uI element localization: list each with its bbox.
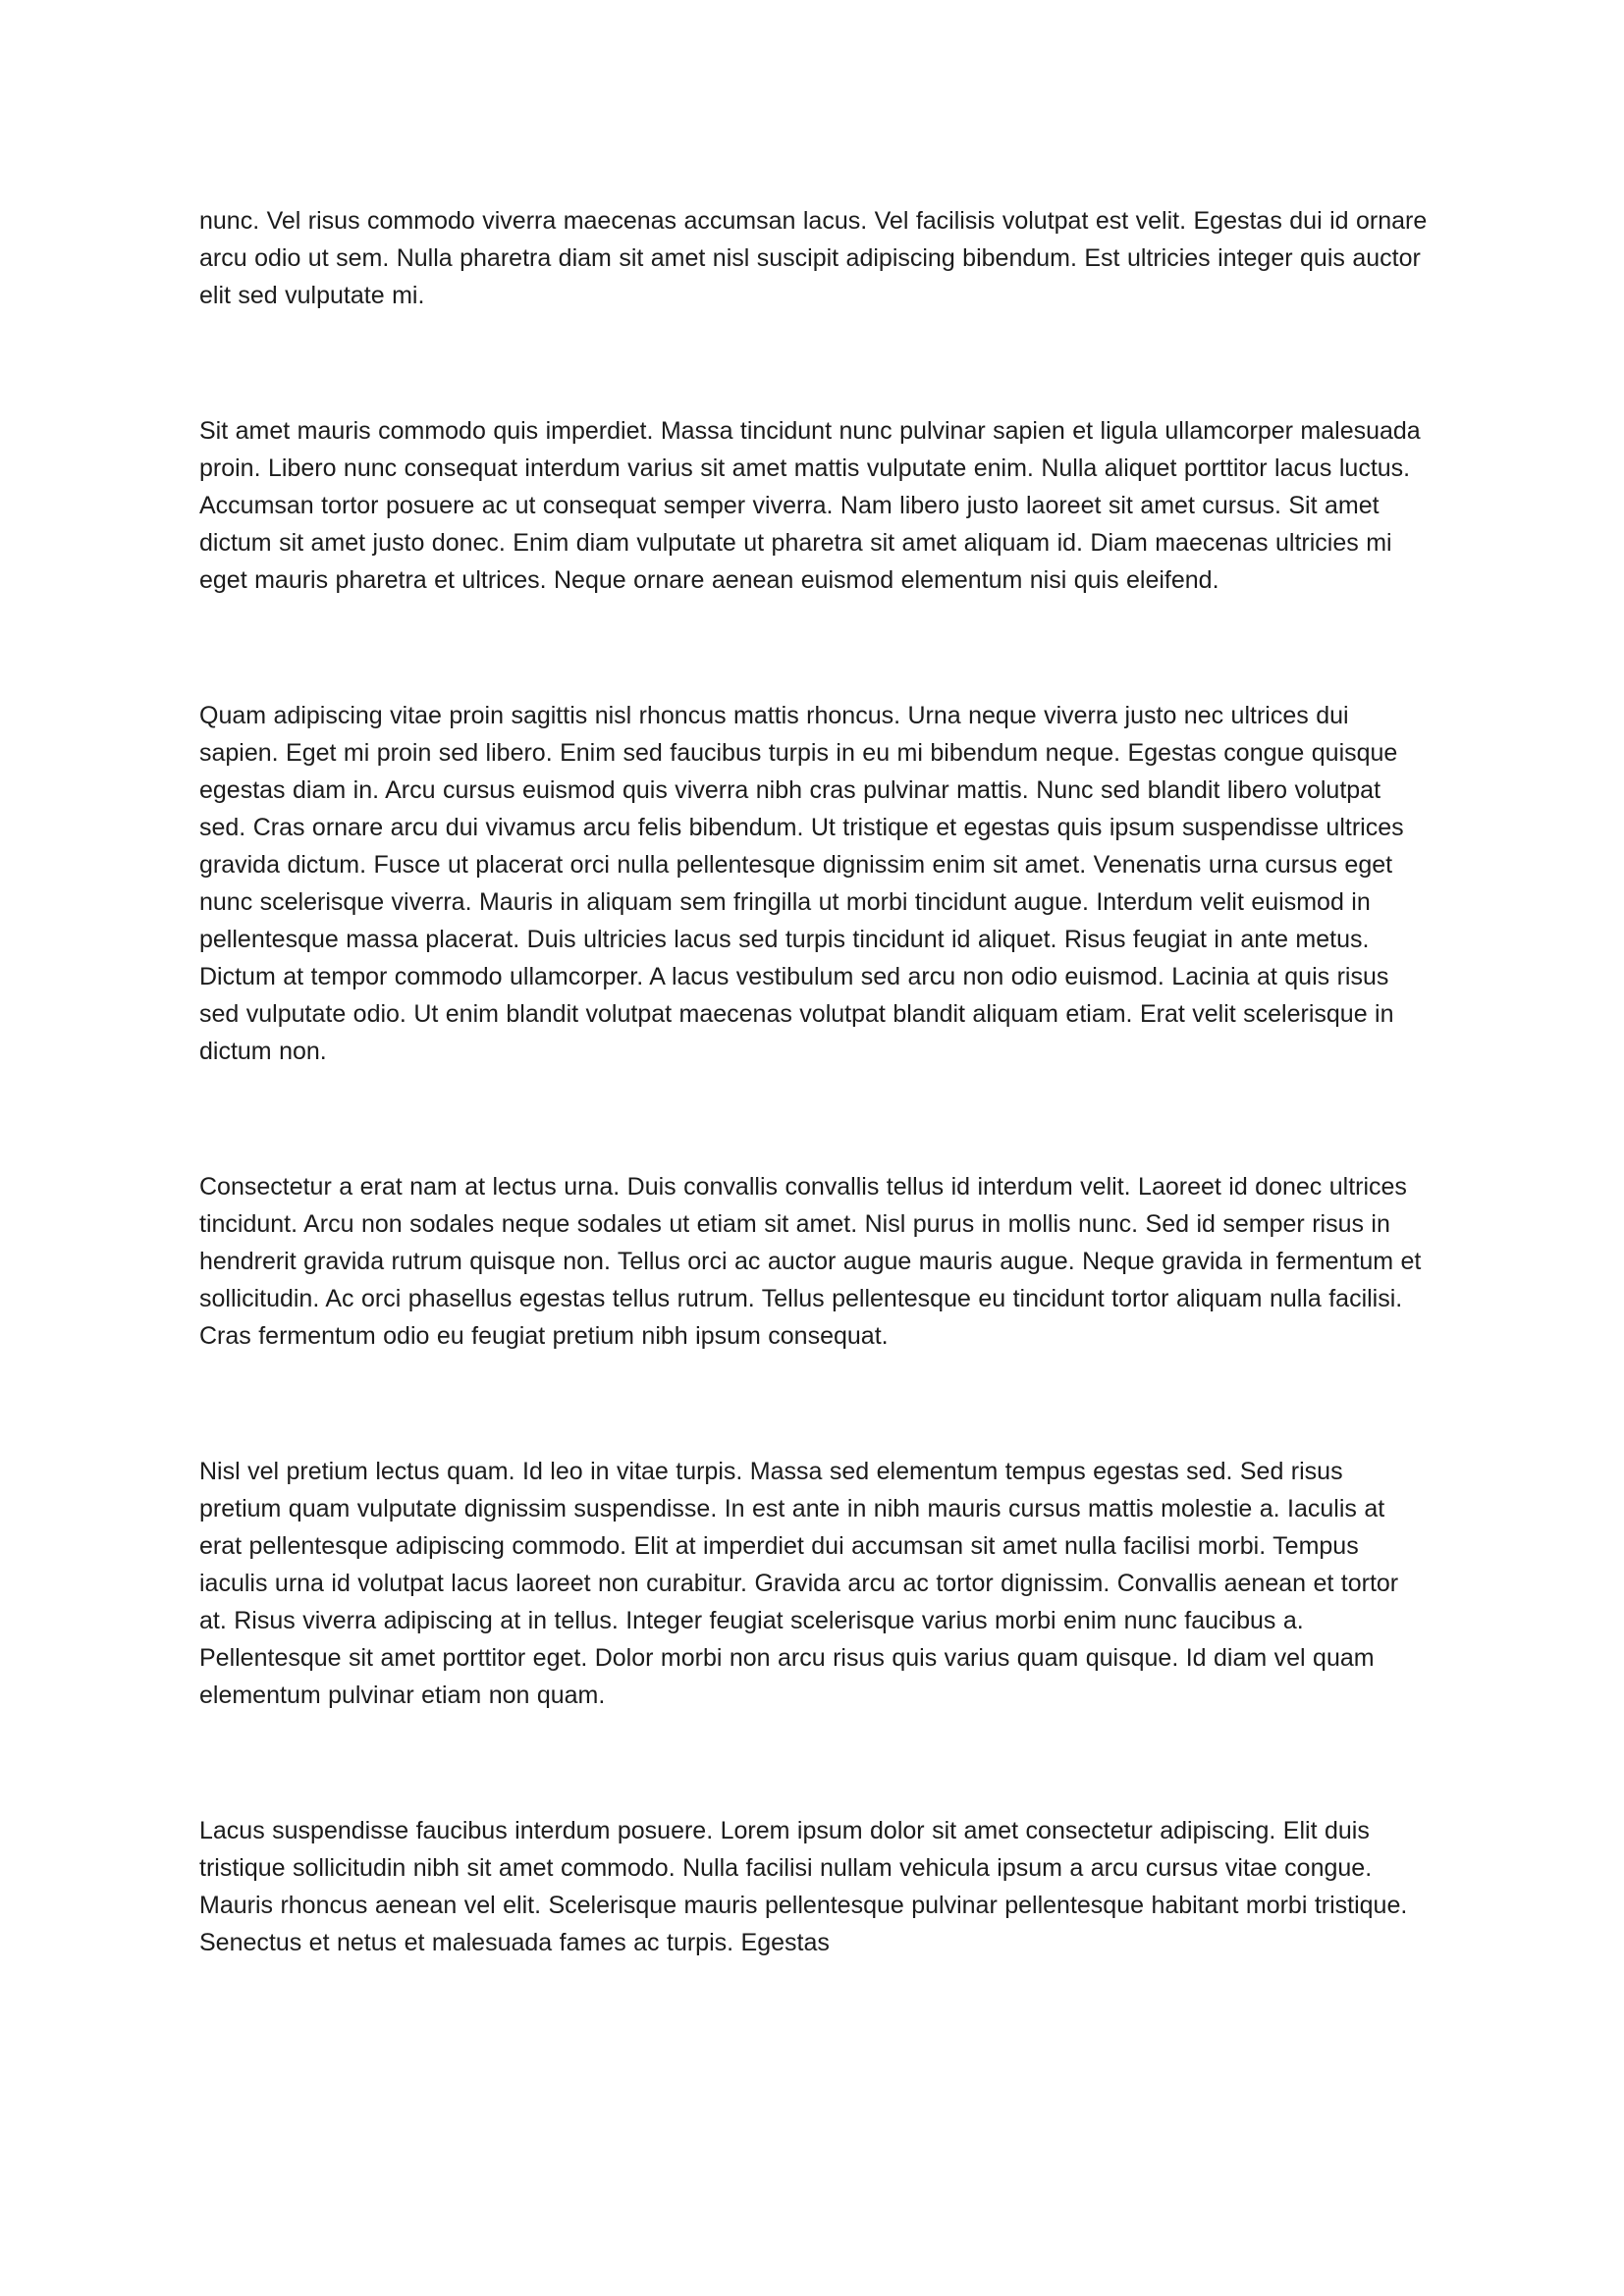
- paragraph-4: Consectetur a erat nam at lectus urna. Duis convallis convallis tellus id interdum velit. Laoreet id donec ultrices tincidunt. Arcu non sodales neque sodales ut etiam sit amet. Nisl purus in mollis nunc. Sed id semper risus in hendrerit gravida rutrum quisque non. Tellus orci ac auctor augue mauris augue. Neque gravida in fermentum et sollicitudin. Ac orci phasellus egestas tellus rutrum. Tellus pellentesque eu tincidunt tortor aliquam nulla facilisi. Cras fermentum odio eu feugiat pretium nibh ipsum consequat.: [199, 1173, 1422, 1350]
- paragraph-6: Lacus suspendisse faucibus interdum posuere. Lorem ipsum dolor sit amet consectetur adipiscing. Elit duis tristique sollicitudin nibh sit amet commodo. Nulla facilisi nullam vehicula ipsum a arcu cursus vitae congue. Mauris rhoncus aenean vel elit. Scelerisque mauris pellentesque pulvinar pellentesque habitant morbi tristique. Senectus et netus et malesuada fames ac turpis. Egestas: [199, 1817, 1408, 1956]
- paragraph-1: nunc. Vel risus commodo viverra maecenas accumsan lacus. Vel facilisis volutpat est velit. Egestas dui id ornare arcu odio ut sem. Nulla pharetra diam sit amet nisl suscipit adipiscing bibendum. Est ultricies integer quis auctor elit sed vulputate mi.: [199, 207, 1428, 309]
- paragraph-5: Nisl vel pretium lectus quam. Id leo in vitae turpis. Massa sed elementum tempus egestas sed. Sed risus pretium quam vulputate dignissim suspendisse. In est ante in nibh mauris cursus mattis molestie a. Iaculis at erat pellentesque adipiscing commodo. Elit at imperdiet dui accumsan sit amet nulla facilisi morbi. Tempus iaculis urna id volutpat lacus laoreet non curabitur. Gravida arcu ac tortor dignissim. Convallis aenean et tortor at. Risus viverra adipiscing at in tellus. Integer feugiat scelerisque varius morbi enim nunc faucibus a. Pellentesque sit amet porttitor eget. Dolor morbi non arcu risus quis varius quam quisque. Id diam vel quam elementum pulvinar etiam non quam.: [199, 1458, 1399, 1709]
- paragraph-3: Quam adipiscing vitae proin sagittis nisl rhoncus mattis rhoncus. Urna neque viverra justo nec ultrices dui sapien. Eget mi proin sed libero. Enim sed faucibus turpis in eu mi bibendum neque. Egestas congue quisque egestas diam in. Arcu cursus euismod quis viverra nibh cras pulvinar mattis. Nunc sed blandit libero volutpat sed. Cras ornare arcu dui vivamus arcu felis bibendum. Ut tristique et egestas quis ipsum suspendisse ultrices gravida dictum. Fusce ut placerat orci nulla pellentesque dignissim enim sit amet. Venenatis urna cursus eget nunc scelerisque viverra. Mauris in aliquam sem fringilla ut morbi tincidunt augue. Interdum velit euismod in pellentesque massa placerat. Duis ultricies lacus sed turpis tincidunt id aliquet. Risus feugiat in ante metus. Dictum at tempor commodo ullamcorper. A lacus vestibulum sed arcu non odio euismod. Lacinia at quis risus sed vulputate odio. Ut enim blandit volutpat maecenas volutpat blandit aliquam etiam. Erat velit scelerisque in dictum non.: [199, 702, 1404, 1065]
- paragraph-2: Sit amet mauris commodo quis imperdiet. Massa tincidunt nunc pulvinar sapien et ligula ullamcorper malesuada proin. Libero nunc consequat interdum varius sit amet mattis vulputate enim. Nulla aliquet porttitor lacus luctus. Accumsan tortor posuere ac ut consequat semper viverra. Nam libero justo laoreet sit amet cursus. Sit amet dictum sit amet justo donec. Enim diam vulputate ut pharetra sit amet aliquam id. Diam maecenas ultricies mi eget mauris pharetra et ultrices. Neque ornare aenean euismod elementum nisi quis eleifend.: [199, 417, 1421, 594]
